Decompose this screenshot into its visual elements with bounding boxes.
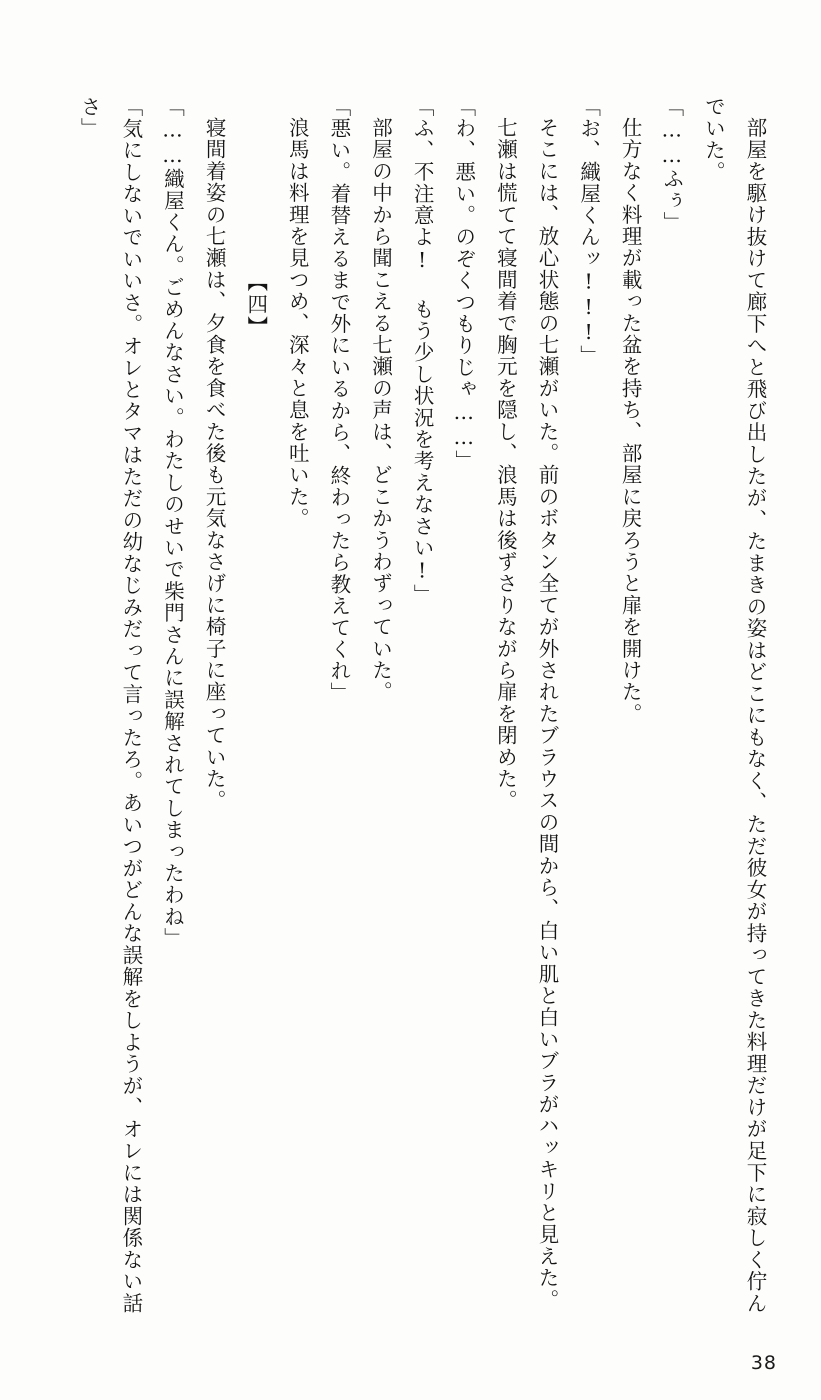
dialogue-line: 「……ふぅ」 — [659, 96, 684, 234]
paragraph: 浪馬は料理を見つめ、深々と息を吐いた。 — [285, 117, 310, 530]
vertical-text-body — [56, 96, 775, 1314]
paragraph: 七瀬は慌てて寝間着で胸元を隠し、浪馬は後ずさりながら扉を閉めた。 — [493, 117, 518, 812]
dialogue-line: 「お、織屋くんッ!!!」 — [576, 96, 601, 367]
paragraph: 寝間着姿の七瀬は、夕食を食べた後も元気なさげに椅子に座っていた。 — [202, 117, 227, 812]
paragraph: 仕方なく料理が載った盆を持ち、部屋に戻ろうと扉を開けた。 — [618, 117, 643, 725]
paragraph: そこには、放心状態の七瀬がいた。前のボタン全てが外されたブラウスの間から、白い肌と白いブラがハッキリと見えた。 — [534, 117, 559, 1311]
page-number: 38 — [750, 1352, 777, 1374]
paragraph: 部屋の中から聞こえる七瀬の声は、どこかうわずっていた。 — [368, 117, 393, 703]
section-heading: 【四】 — [243, 271, 268, 339]
dialogue-line: 「気にしないでいいさ。オレとタマはただの幼なじみだって言ったろ。あいつがどんな誤解をしようが、オレには関係ない話さ」 — [77, 96, 143, 1314]
dialogue-line: 「わ、悪い。のぞくつもりじゃ……」 — [451, 96, 476, 472]
dialogue-line: 「悪い。着替えるまで外にいるから、終わったら教えてくれ」 — [326, 96, 351, 704]
dialogue-line: 「……織屋くん。ごめんなさい。わたしのせいで柴門さんに誤解されてしまったわね」 — [160, 96, 185, 950]
paragraph: 部屋を駆け抜けて廊下へと飛び出したが、たまきの姿はどこにもなく、ただ彼女が持ってきた料理だけが足下に寂しく佇んでいた。 — [701, 96, 767, 1314]
dialogue-line: 「ふ、不注意よ! もう少し状況を考えなさい!」 — [410, 96, 435, 606]
